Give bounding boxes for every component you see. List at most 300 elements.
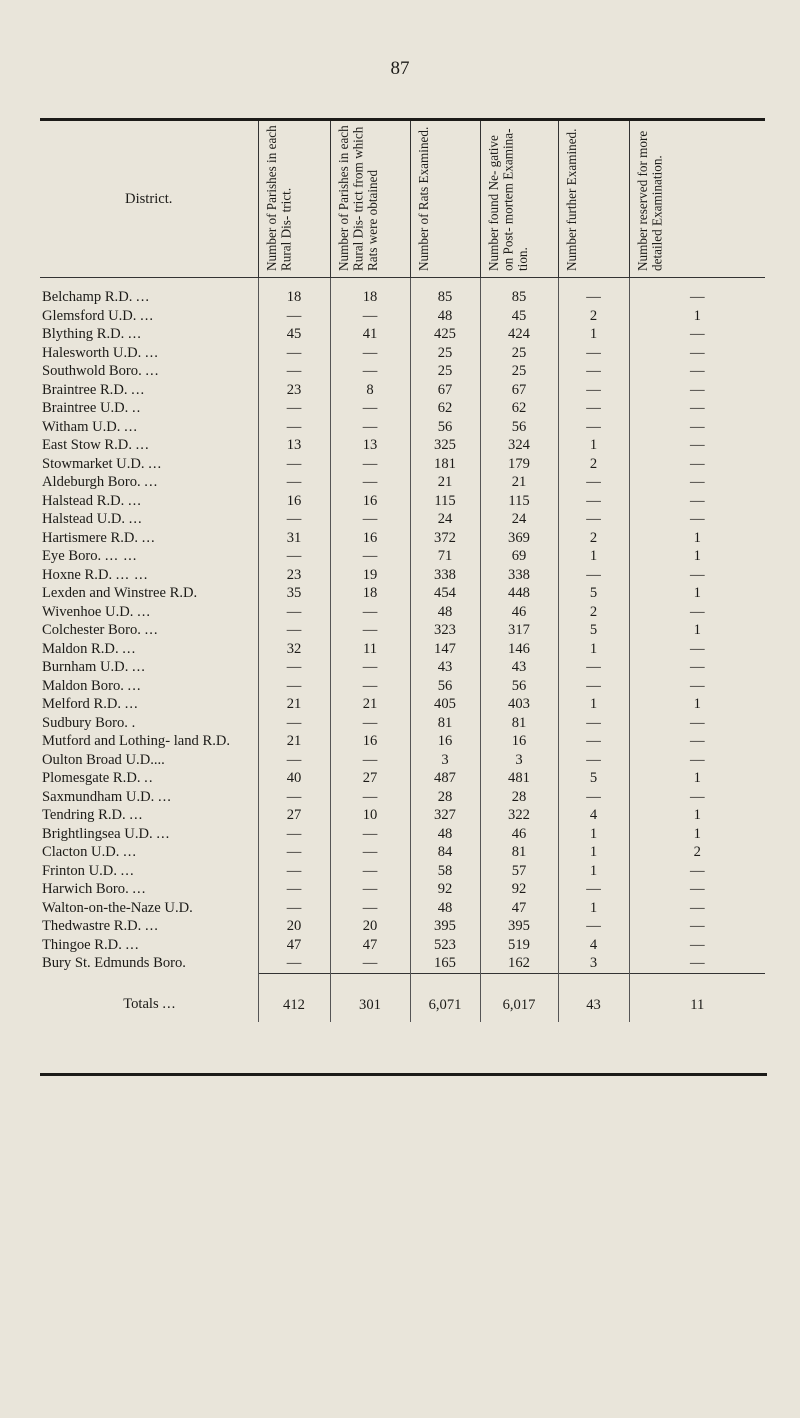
cell-parishes: — [258,455,330,474]
header-parishes: Number of Parishes in each Rural Dis- trict. [258,121,330,278]
cell-district: Southwold Boro. ... [42,363,160,379]
cell-reserved: 1 [629,806,765,825]
rat-examination-table [40,121,765,1022]
cell-negative: 162 [480,954,558,973]
cell-district: Halesworth U.D. ... [42,344,159,361]
cell-parishes: 35 [258,584,330,603]
table-row [40,288,765,307]
cell-parishes: 27 [258,806,330,825]
cell-reserved: 1 [629,621,765,640]
table-row [40,621,765,640]
cell-parishes-obtained: — [330,714,410,733]
header-district: District. [40,121,258,278]
cell-parishes-obtained: 19 [330,566,410,585]
table-row [40,418,765,437]
cell-district: Eye Boro. ... ... [42,548,138,564]
table-row [40,492,765,511]
cell-parishes: — [258,547,330,566]
cell-district: Wivenhoe U.D. ... [42,603,152,620]
table-row [40,510,765,529]
cell-further: 1 [558,325,629,344]
cell-reserved: — [629,399,765,418]
cell-parishes: 23 [258,566,330,585]
cell-parishes-obtained: — [330,547,410,566]
cell-district: Brightlingsea U.D. ... [42,825,171,842]
cell-further: — [558,880,629,899]
cell-district: Harwich Boro. ... [42,881,147,897]
cell-parishes: — [258,862,330,881]
table-row [40,362,765,381]
cell-further: — [558,473,629,492]
table-row [40,529,765,548]
table-row [40,917,765,936]
cell-further: — [558,732,629,751]
cell-negative: 322 [480,806,558,825]
cell-parishes-obtained: — [330,621,410,640]
cell-parishes-obtained: — [330,862,410,881]
table-row [40,381,765,400]
cell-negative: 85 [480,288,558,307]
cell-district: Halstead R.D. ... [42,492,142,509]
cell-reserved: 1 [629,825,765,844]
cell-examined: 24 [410,510,480,529]
cell-negative: 25 [480,362,558,381]
cell-parishes: — [258,307,330,326]
table-row [40,899,765,918]
table-row [40,566,765,585]
cell-district: Thedwastre R.D. ... [42,918,159,934]
cell-parishes: — [258,473,330,492]
table-row [40,603,765,622]
cell-further: 2 [558,455,629,474]
cell-further: 5 [558,621,629,640]
cell-parishes: 47 [258,936,330,955]
cell-reserved: — [629,436,765,455]
cell-district: Halstead U.D. ... [42,511,143,527]
cell-negative: 115 [480,492,558,511]
cell-further: 2 [558,603,629,622]
cell-examined: 43 [410,658,480,677]
cell-parishes: 13 [258,436,330,455]
totals-negative: 6,017 [480,973,558,1022]
cell-further: 3 [558,954,629,973]
cell-further: 1 [558,843,629,862]
table-row [40,677,765,696]
cell-further: 1 [558,436,629,455]
cell-parishes: — [258,621,330,640]
cell-district: Braintree U.D. .. [42,400,142,416]
cell-negative: 47 [480,899,558,918]
cell-reserved: — [629,492,765,511]
cell-district: Lexden and Winstree R.D. [42,585,198,601]
cell-parishes: — [258,788,330,807]
table-row [40,455,765,474]
cell-further: — [558,917,629,936]
table-row [40,695,765,714]
cell-examined: 48 [410,603,480,622]
cell-further: — [558,658,629,677]
cell-reserved: 1 [629,529,765,548]
cell-examined: 338 [410,566,480,585]
totals-examined: 6,071 [410,973,480,1022]
header-parishes-obtained: Number of Parishes in each Rural Dis- trict from which Rats were obtained [330,121,410,278]
table-row [40,806,765,825]
cell-negative: 46 [480,603,558,622]
cell-parishes: 40 [258,769,330,788]
cell-reserved: — [629,751,765,770]
table-row [40,714,765,733]
cell-further: — [558,788,629,807]
cell-examined: 28 [410,788,480,807]
cell-reserved: — [629,640,765,659]
header-reserved: Number reserved for more detailed Examination. [629,121,765,278]
cell-examined: 115 [410,492,480,511]
cell-examined: 327 [410,806,480,825]
cell-negative: 16 [480,732,558,751]
cell-examined: 48 [410,899,480,918]
cell-parishes-obtained: — [330,399,410,418]
cell-parishes: — [258,603,330,622]
cell-district: Colchester Boro. ... [42,622,159,638]
header-rats-examined: Number of Rats Examined. [410,121,480,278]
cell-parishes-obtained: — [330,510,410,529]
table-row [40,843,765,862]
cell-further: — [558,418,629,437]
table-row [40,769,765,788]
cell-reserved: — [629,788,765,807]
cell-parishes: 18 [258,288,330,307]
cell-negative: 369 [480,529,558,548]
cell-further: 1 [558,695,629,714]
cell-district: Hoxne R.D. ... ... [42,566,149,583]
cell-district: Witham U.D. ... [42,418,139,435]
cell-parishes-obtained: — [330,473,410,492]
cell-reserved: — [629,917,765,936]
cell-parishes-obtained: 8 [330,381,410,400]
cell-parishes-obtained: — [330,658,410,677]
cell-parishes-obtained: — [330,954,410,973]
cell-reserved: 1 [629,547,765,566]
cell-examined: 81 [410,714,480,733]
cell-parishes-obtained: — [330,825,410,844]
cell-negative: 81 [480,714,558,733]
cell-negative: 67 [480,381,558,400]
cell-reserved: — [629,732,765,751]
cell-examined: 92 [410,880,480,899]
cell-examined: 425 [410,325,480,344]
cell-examined: 372 [410,529,480,548]
cell-negative: 3 [480,751,558,770]
cell-district: Maldon Boro. ... [42,677,142,694]
cell-further: — [558,566,629,585]
cell-parishes-obtained: 18 [330,584,410,603]
cell-examined: 21 [410,473,480,492]
table-row [40,954,765,973]
cell-parishes-obtained: — [330,788,410,807]
cell-reserved: 1 [629,695,765,714]
cell-examined: 58 [410,862,480,881]
table-row [40,825,765,844]
cell-examined: 454 [410,584,480,603]
cell-further: 5 [558,769,629,788]
cell-reserved: — [629,880,765,899]
cell-parishes-obtained: — [330,418,410,437]
cell-negative: 179 [480,455,558,474]
cell-reserved: — [629,381,765,400]
cell-parishes-obtained: 27 [330,769,410,788]
totals-label: Totals ... [123,996,177,1012]
cell-negative: 424 [480,325,558,344]
cell-examined: 523 [410,936,480,955]
cell-further: 1 [558,547,629,566]
cell-parishes-obtained: 20 [330,917,410,936]
table-row [40,732,765,751]
cell-negative: 43 [480,658,558,677]
cell-reserved: — [629,288,765,307]
cell-further: — [558,510,629,529]
cell-further: — [558,492,629,511]
cell-examined: 25 [410,344,480,363]
cell-examined: 48 [410,307,480,326]
bottom-rule [40,1073,767,1076]
cell-reserved: — [629,325,765,344]
cell-further: 4 [558,806,629,825]
cell-parishes-obtained: — [330,603,410,622]
cell-parishes: 32 [258,640,330,659]
cell-reserved: — [629,936,765,955]
cell-parishes: — [258,899,330,918]
cell-district: Bury St. Edmunds Boro. [42,955,186,971]
cell-reserved: — [629,455,765,474]
cell-further: — [558,381,629,400]
cell-district: Thingoe R.D. ... [42,936,140,953]
cell-parishes: — [258,418,330,437]
cell-examined: 147 [410,640,480,659]
cell-negative: 448 [480,584,558,603]
cell-parishes: — [258,751,330,770]
cell-negative: 92 [480,880,558,899]
cell-parishes: — [258,658,330,677]
cell-examined: 67 [410,381,480,400]
cell-district: Sudbury Boro. . [42,714,137,731]
cell-parishes-obtained: — [330,751,410,770]
cell-parishes-obtained: — [330,455,410,474]
header-row [40,121,765,278]
cell-parishes: — [258,677,330,696]
cell-examined: 323 [410,621,480,640]
cell-examined: 487 [410,769,480,788]
cell-negative: 317 [480,621,558,640]
header-negative: Number found Ne- gative on Post- mortem Examina- tion. [480,121,558,278]
cell-district: Plomesgate R.D. .. [42,770,154,786]
cell-examined: 85 [410,288,480,307]
cell-parishes: — [258,362,330,381]
table-row [40,547,765,566]
cell-parishes-obtained: 47 [330,936,410,955]
totals-row [40,973,765,1022]
cell-parishes: — [258,843,330,862]
cell-parishes: 23 [258,381,330,400]
table-row [40,751,765,770]
cell-parishes-obtained: — [330,362,410,381]
cell-parishes: 45 [258,325,330,344]
cell-parishes-obtained: — [330,344,410,363]
cell-negative: 28 [480,788,558,807]
cell-negative: 146 [480,640,558,659]
cell-examined: 181 [410,455,480,474]
cell-examined: 56 [410,418,480,437]
cell-parishes-obtained: 41 [330,325,410,344]
cell-reserved: — [629,344,765,363]
cell-district: Blything R.D. ... [42,326,142,342]
cell-district: Clacton U.D. ... [42,844,138,860]
cell-parishes-obtained: 16 [330,492,410,511]
cell-examined: 165 [410,954,480,973]
cell-district: Aldeburgh Boro. ... [42,474,159,490]
cell-further: — [558,288,629,307]
cell-examined: 405 [410,695,480,714]
cell-examined: 16 [410,732,480,751]
cell-parishes-obtained: — [330,880,410,899]
cell-parishes: 21 [258,732,330,751]
cell-examined: 62 [410,399,480,418]
cell-parishes: 20 [258,917,330,936]
cell-district: Stowmarket U.D. ... [42,455,163,472]
cell-reserved: 2 [629,843,765,862]
cell-examined: 3 [410,751,480,770]
cell-parishes-obtained: 10 [330,806,410,825]
cell-negative: 519 [480,936,558,955]
cell-negative: 62 [480,399,558,418]
cell-parishes: — [258,344,330,363]
cell-negative: 395 [480,917,558,936]
cell-parishes-obtained: — [330,843,410,862]
cell-examined: 84 [410,843,480,862]
table-row [40,936,765,955]
totals-further: 43 [558,973,629,1022]
cell-negative: 45 [480,307,558,326]
cell-parishes-obtained: 16 [330,529,410,548]
cell-further: 2 [558,307,629,326]
cell-reserved: — [629,473,765,492]
table-row [40,325,765,344]
cell-reserved: — [629,566,765,585]
cell-district: Mutford and Lothing- land R.D. [42,733,231,749]
cell-examined: 56 [410,677,480,696]
cell-district: Frinton U.D. ... [42,862,135,879]
cell-negative: 57 [480,862,558,881]
cell-parishes: — [258,954,330,973]
table-row [40,436,765,455]
cell-reserved: — [629,714,765,733]
cell-parishes-obtained: — [330,307,410,326]
cell-district: Melford R.D. ... [42,696,139,712]
table-row [40,399,765,418]
cell-parishes-obtained: 21 [330,695,410,714]
cell-parishes: — [258,880,330,899]
cell-negative: 403 [480,695,558,714]
cell-further: 1 [558,640,629,659]
cell-parishes: — [258,714,330,733]
cell-further: — [558,362,629,381]
page-number: 87 [390,58,410,79]
cell-further: — [558,714,629,733]
cell-reserved: 1 [629,769,765,788]
cell-negative: 481 [480,769,558,788]
cell-reserved: — [629,603,765,622]
totals-parishes-obtained: 301 [330,973,410,1022]
header-further-examined: Number further Examined. [558,121,629,278]
cell-parishes: 16 [258,492,330,511]
cell-negative: 25 [480,344,558,363]
cell-examined: 25 [410,362,480,381]
cell-parishes-obtained: 11 [330,640,410,659]
cell-district: Belchamp R.D. ... [42,289,150,305]
cell-negative: 56 [480,418,558,437]
cell-further: 1 [558,862,629,881]
cell-district: Oulton Broad U.D.... [42,751,165,768]
cell-further: — [558,344,629,363]
cell-negative: 81 [480,843,558,862]
cell-reserved: — [629,362,765,381]
cell-reserved: 1 [629,584,765,603]
cell-reserved: — [629,899,765,918]
cell-district: Saxmundham U.D. ... [42,788,172,805]
cell-further: — [558,399,629,418]
table-row [40,473,765,492]
table-row [40,788,765,807]
cell-district: Walton-on-the-Naze U.D. [42,899,193,916]
cell-district: Glemsford U.D. ... [42,307,155,324]
cell-further: 5 [558,584,629,603]
cell-further: 1 [558,899,629,918]
totals-parishes: 412 [258,973,330,1022]
cell-parishes: 31 [258,529,330,548]
cell-further: — [558,677,629,696]
table-row [40,658,765,677]
cell-reserved: — [629,954,765,973]
cell-negative: 324 [480,436,558,455]
cell-examined: 325 [410,436,480,455]
cell-parishes: — [258,825,330,844]
cell-negative: 338 [480,566,558,585]
table-row [40,862,765,881]
cell-negative: 56 [480,677,558,696]
cell-district: Hartismere R.D. ... [42,529,156,546]
table-row [40,640,765,659]
cell-district: Maldon R.D. ... [42,640,137,657]
cell-district: Tendring R.D. ... [42,807,144,823]
totals-reserved: 11 [629,973,765,1022]
cell-reserved: — [629,658,765,677]
cell-examined: 395 [410,917,480,936]
cell-reserved: — [629,677,765,696]
cell-examined: 48 [410,825,480,844]
cell-examined: 71 [410,547,480,566]
cell-reserved: — [629,862,765,881]
cell-reserved: 1 [629,307,765,326]
table-row [40,880,765,899]
cell-district: East Stow R.D. ... [42,437,150,453]
cell-parishes-obtained: 16 [330,732,410,751]
cell-district: Burnham U.D. ... [42,659,146,675]
cell-parishes: — [258,399,330,418]
cell-parishes-obtained: 13 [330,436,410,455]
cell-further: 2 [558,529,629,548]
cell-parishes: — [258,510,330,529]
cell-negative: 46 [480,825,558,844]
table-row [40,344,765,363]
